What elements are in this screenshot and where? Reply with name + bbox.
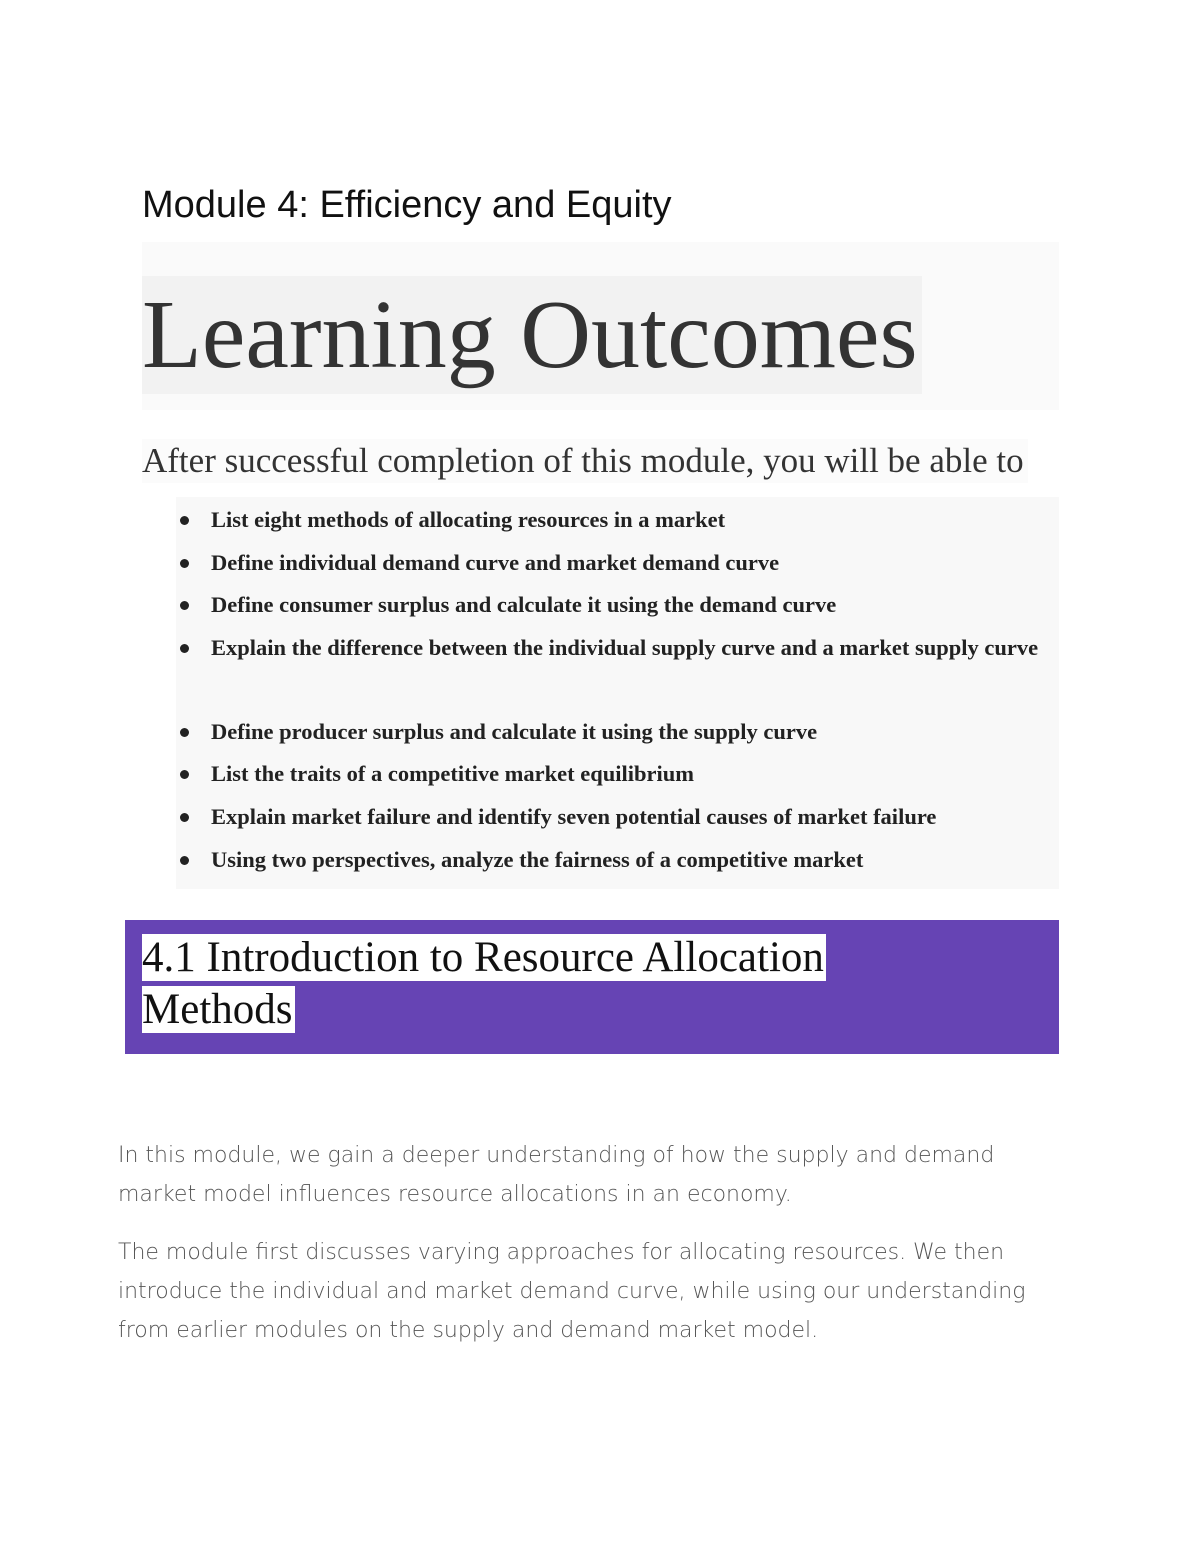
- module-title: Module 4: Efficiency and Equity: [142, 184, 672, 226]
- outcome-text: Explain the difference between the individual supply curve and a market supply curve: [211, 635, 1039, 660]
- learning-outcomes-heading: Learning Outcomes: [142, 276, 922, 394]
- outcome-text: Explain market failure and identify seven potential causes of market failure: [211, 804, 937, 829]
- section-title: [142, 932, 902, 1036]
- learning-outcomes-intro: After successful completion of this module, you will be able to: [142, 439, 1028, 483]
- learning-outcomes-list-box: [176, 497, 1059, 889]
- bullet-icon: [180, 644, 189, 653]
- section-title-text: 4.1 Introduction to Resource Allocation Methods: [142, 934, 824, 1033]
- outcome-text: List the traits of a competitive market equilibrium: [211, 761, 695, 786]
- outcome-text: Define consumer surplus and calculate it using the demand curve: [211, 592, 837, 617]
- bullet-icon: [180, 601, 189, 610]
- bullet-icon: [180, 559, 189, 568]
- bullet-icon: [180, 728, 189, 737]
- bullet-icon: [180, 856, 189, 865]
- bullet-icon: [180, 516, 189, 525]
- outcome-text: Using two perspectives, analyze the fairness of a competitive market: [211, 847, 864, 872]
- body-paragraph: In this module, we gain a deeper understanding of how the supply and demand market model influences resource allocations in an economy.: [118, 1143, 995, 1207]
- outcome-text: Define individual demand curve and market demand curve: [211, 550, 780, 575]
- section-banner: [125, 920, 1059, 1054]
- outcome-text: List eight methods of allocating resources in a market: [211, 507, 726, 532]
- bullet-icon: [180, 770, 189, 779]
- bullet-icon: [180, 813, 189, 822]
- body-paragraph: The module first discusses varying approaches for allocating resources. We then introduce the individual and market demand curve, while using our understanding from earlier modules on the supply and demand market model.: [118, 1240, 1026, 1343]
- outcome-text: Define producer surplus and calculate it using the supply curve: [211, 719, 818, 744]
